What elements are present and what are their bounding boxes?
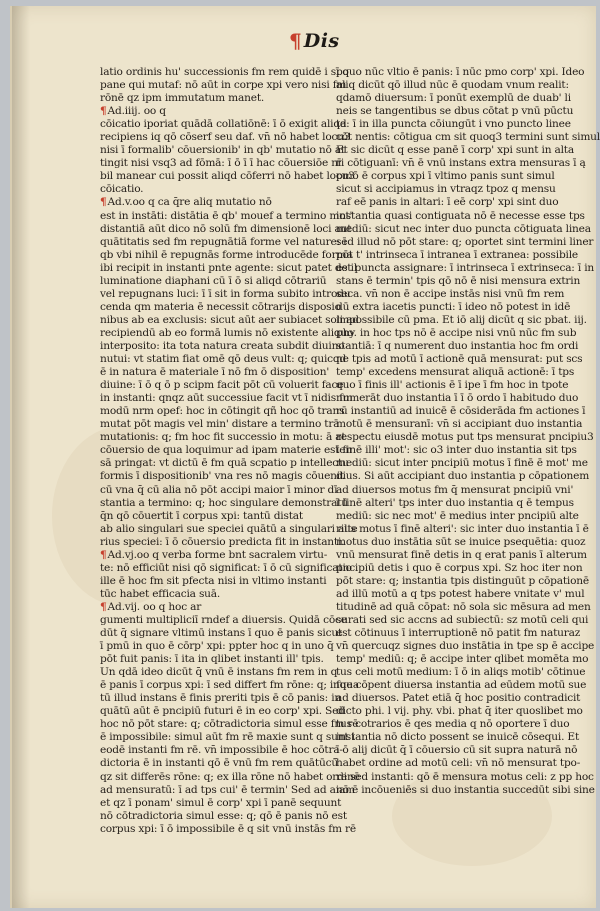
text-line: raf eē panis in altari: ī eē corp' xpi sint duo — [336, 196, 559, 209]
text-line: hoc nō pōt stare: q; cōtradictoria simul esse fm rē — [100, 718, 359, 731]
text-line: tū illud instans ē finis preriti tpis ē cō panis: in — [100, 692, 342, 705]
text-line: ab alio singulari sue speciei quātū a singulari alte — [100, 522, 358, 535]
rubric-paragraph-mark: ¶ — [289, 29, 302, 53]
text-line: dūt q̄ signare vltimū instans ī quo ē panis sicut — [100, 627, 343, 640]
text-line: qdamō diuersum: ī ponūt exemplū de duab' li — [336, 92, 571, 105]
text-line: quātitatis sed fm repugnātiā forme vel nature: ī — [100, 235, 347, 248]
text-line: dū extra iacetis puncti: ī ideo nō potest in idē — [336, 300, 571, 313]
text-line: eodē instanti fm rē. vn̄ impossibile ē hoc cōtra- — [100, 744, 343, 757]
text-line: est in instāti: distātia ē qb' mouef a termino mot' — [100, 209, 353, 222]
text-line: mediū: sicut nec inter duo puncta cōtiguata linea — [336, 222, 591, 235]
text-line: re sed instanti: qō ē mensura motus celi: z pp hoc — [336, 770, 594, 783]
text-line: phy. in hoc tps nō ē accipe nisi vnū nūc fm sub — [336, 326, 577, 339]
text-line: tūc habet efficacia suā. — [100, 587, 221, 600]
text-line: est puncta assignare: ī intrinseca ī extrinseca: ī in — [336, 261, 595, 274]
text-line: ta: ī in illa puncta cōiungūt i vno puncto linee — [336, 118, 571, 131]
text-line: seca. vn̄ non ē accipe instās nisi vnū fm rem — [336, 287, 565, 300]
gutter-shadow — [12, 6, 30, 908]
text-line: ī finē alteri' tps inter duo instantia q ē tempus — [336, 496, 574, 509]
text-line: instantia nō dicto possent se inuicē cōsequi. Et — [336, 731, 579, 744]
text-line: sed illud nō pōt stare: q; oportet sint termini liner — [336, 235, 594, 248]
text-line: rōnē qz ipm immutatum manet. — [100, 92, 265, 105]
text-line: temp' excedens mensurat aliquā actionē: ī tps — [336, 366, 575, 379]
text-line: formis ī dispositionib' vna res nō magis cōuenit — [100, 470, 345, 483]
text-line: nutui: vt statim fiat omē qō deus vult: q; quicqd — [100, 353, 347, 366]
text-line: pane qui mutaf: nō aūt in corpe xpi vero nisi fm — [100, 79, 347, 92]
rubric-paragraph-mark: ¶ — [100, 105, 107, 118]
text-line: motū ē mensuranī: vn̄ si accipiant duo instantia — [336, 418, 583, 431]
text-line: tus cotrarios ē qes media q nō oportere ī duo — [336, 718, 570, 731]
text-line: ri cōtiguanī: vn̄ ē vnū instans extra mensuras ī ą — [336, 157, 586, 170]
text-line: sicut si accipiamus in vtraqz tpoz q mensu — [336, 183, 556, 196]
text-line: ē in natura ē materiale ī nō fm ō disposition' — [100, 366, 330, 379]
text-line: recipiendū ab eo formā lumis nō existente aliquo — [100, 326, 354, 339]
text-line: ne tpis ad motū ī actionē quā mensurat: put scs — [336, 353, 583, 366]
right-text-column — [336, 66, 600, 797]
text-line: stantia a termino: q; hoc singulare demonstratū — [100, 496, 348, 509]
text-line: stantiā: ī q numerent duo instantia hoc fm ordi — [336, 339, 579, 352]
text-line: nō cōtradictoria simul esse: q; qō ē panis nō est — [100, 809, 347, 822]
text-line: quo ī finis ill' actionis ē ī ipe ī fm hoc in tpote — [336, 379, 569, 392]
text-line: cōuersio de qua loquimur ad ipam materie esten — [100, 444, 352, 457]
text-line: nibus ab ea exclusis: sicut aūt aer subiacet soli ad — [100, 313, 359, 326]
text-line: neis se tangentibus se dbus cōtat p vnū pūctu — [336, 105, 574, 118]
left-text-column — [100, 66, 360, 836]
text-line: ibi recipit in instanti pnte agente: sicut patet de il — [100, 261, 358, 274]
text-line: ¶Ad.vj.oo q verba forme bnt sacralem virtu- — [100, 548, 328, 561]
text-line: vel repugnans luci: ī ī sit in forma subito introdu — [100, 287, 351, 300]
text-line: pōt t' intrinseca ī intranea ī extranea: possibile — [336, 248, 578, 261]
text-line: interposito: ita tota natura creata subdit diuino — [100, 339, 345, 352]
text-line: respectu eiusdē motus put tps mensurat pncipiu3 — [336, 431, 594, 444]
text-line: pōt stare: q; instantia tpis distinguūt p cōpationē — [336, 574, 589, 587]
text-line: Et sic dicūt q esse panē ī corp' xpi sunt in alta — [336, 144, 574, 157]
text-line: corpus xpi: ī ō impossibile ē q sit vnū instās fm rē — [100, 822, 356, 835]
text-line: q̄n qō cōuertit ī corpus xpi: tantū distat — [100, 509, 303, 522]
text-line: vn̄ quercuqz signes duo instātia in tpe sp ē accipe — [336, 640, 595, 653]
text-line: distantiā aūt dico nō solū fm dimensionē loci aut — [100, 222, 352, 235]
text-line: mediū: sicut inter pncipiū motus ī finē ē mot' me — [336, 457, 588, 470]
text-line: tus celi motū medium: ī ō in aliqs motib' cōtinue — [336, 666, 586, 679]
text-line: diuine: ī ō q ō p scipm facit pōt cū voluerit face — [100, 379, 344, 392]
text-line: ē panis ī corpus xpi: ī sed differt fm rōne: q; inqua — [100, 679, 360, 692]
text-line: tingit nisi vsq3 ad fōmā: ī ō ī ī hac cōuersiōe nī — [100, 157, 342, 170]
text-line: impossibile cū pma. Et iō alij dicūt q sic pbat. iij. — [336, 313, 587, 326]
text-line: te: nō efficiūt nisi qō significat: ī ō cū significatio — [100, 561, 352, 574]
running-head-title: Dis — [303, 30, 340, 52]
text-line: gumenti multipliciī rndef a diuersis. Quidā cōce — [100, 613, 347, 626]
text-line: recipiens iq qō cōserf seu daf. vn̄ nō habet locu3 — [100, 131, 351, 144]
text-line: latio ordinis hu' successionis fm rem quidē i spo — [100, 66, 349, 78]
text-line: qb vbi nihil ē repugnās forme introducēde forma — [100, 248, 353, 261]
text-line: cū vna q̄ cū alia nō pōt accipi maior ī minor dī — [100, 483, 338, 496]
text-line: ¶Ad.v.oo q ca q̄re aliq mutatio nō — [100, 196, 272, 209]
text-line: mediū: sic nec mot' ē medius inter pncipiū alte — [336, 509, 579, 522]
text-line: cenda qm materia ē necessit cōtrarijs disposio — [100, 300, 341, 313]
text-line: ē impossibile: simul aūt fm rē maxie sunt q sunt i — [100, 731, 355, 744]
text-line: sā pringat: vt dictū ē fm quā scpatio p intellectu — [100, 457, 349, 470]
text-line: ad diuersos motus fm q̄ mensurat pncipiū vni' — [336, 483, 574, 496]
text-line: cōt nentis: cōtigua cm sit quoq3 termini sunt simul — [336, 131, 600, 144]
rubric-paragraph-mark: ¶ — [100, 196, 107, 209]
text-line: instantia quasi contiguata nō ē necesse esse tps — [336, 209, 585, 222]
text-line: mutationis: q; fm hoc fit successio in motu: ā at — [100, 431, 346, 444]
text-line: rius speciei: ī ō cōuersio predicta fit in instanti. — [100, 535, 345, 548]
text-line: motus duo instātia sūt se inuice psequētia: quoz — [336, 535, 586, 548]
text-line: qz sit differēs rōne: q; ex illa rōne nō habet ordinē — [100, 770, 360, 783]
text-line: ī ō alij dicūt q̄ ī cōuersio cū sit supra naturā nō — [336, 744, 578, 757]
text-line: est cōtinuus ī interruptionē nō patit fm naturaz — [336, 627, 581, 640]
text-line: habet ordine ad motū celi: vn̄ nō mensurat tpo- — [336, 757, 581, 770]
text-line: rū instantiū ad inuicē ē cōsiderāda fm actiones ī — [336, 405, 586, 418]
text-line: ī finē illi' mot': sic o3 inter duo instantia sit tps — [336, 444, 577, 457]
text-line: ille ē hoc fm sit pfecta nisi in vltimo instanti — [100, 574, 327, 587]
text-line: modū nrm opef: hoc in cōtingit qñ hoc qō trans — [100, 405, 345, 418]
rubric-paragraph-mark: ¶ — [100, 600, 107, 613]
text-line: vnū mensurat finē detis in q erat panis ī alterum — [336, 548, 587, 561]
text-line: in instanti: qnqz aūt successiue facit vt ī nidis fm — [100, 392, 353, 405]
text-line: mutat pōt magis vel min' distare a termino trā — [100, 418, 340, 431]
text-line: nō ē incōueniēs si duo instantia succedūt sibi sine — [336, 783, 595, 796]
text-line: Un qdā ideo dicūt q̄ vnū ē instans fm rem in q — [100, 666, 338, 679]
text-line: ad illū motū a q tps potest habere vnitate v' mul — [336, 587, 585, 600]
text-line: rius motus ī finē alteri': sic inter duo instantia ī ē — [336, 522, 589, 535]
text-line: numerāt duo instantia ī ī ō ordo ī habitudo duo — [336, 392, 579, 405]
text-line: dictoria ē in instanti qō ē vnū fm rem quātūcū̄ — [100, 757, 338, 770]
text-line: ad diuersos. Patet etiā q̄ hoc positio contradicit — [336, 692, 581, 705]
text-line: ī pmū in quo ē cōrp' xpi: ppter hoc q in uno q̄ — [100, 640, 334, 653]
text-line: ī quo nūc vltio ē panis: ī nūc pmo corp' xpi. Ideo — [336, 66, 585, 78]
text-line: surati sed sic accns ad subiectū: sz motū celi qui — [336, 613, 589, 626]
text-line: nisi ī formalib' cōuersionib' in qb' mutatio nō at — [100, 144, 346, 157]
text-line: quātū aūt ē pncipiū futuri ē in eo corp' xpi. Sed — [100, 705, 345, 718]
text-line: ¶Ad.vij. oo q hoc ar — [100, 600, 202, 613]
text-line: ¶Ad.iiij. oo q — [100, 105, 166, 118]
text-line: luminatione diaphani cū ī ō si aliqd cōtrariū — [100, 274, 327, 287]
text-line: pmō ē corpus xpi ī vltimo panis sunt simul — [336, 170, 555, 183]
text-line: dicto phi. l vij. phy. vbi. phat q̄ iter quoslibet mo — [336, 705, 583, 718]
text-line: temp' mediū: q; ē accipe inter qlibet momēta mo — [336, 653, 589, 666]
text-line: et qz ī ponam' simul ē corp' xpi ī panē sequunt — [100, 796, 342, 809]
text-line: fue cōpent diuersa instantia ad eūdem motū sue — [336, 679, 587, 692]
text-line: dius. Si aūt accipiant duo instantia p cōpationem — [336, 470, 590, 483]
text-line: cōicatio iporiat quādā collatiōnē: ī ō exigit aliqd — [100, 118, 347, 131]
rubric-paragraph-mark: ¶ — [100, 548, 107, 561]
text-line: bil manear cui possit aliqd cōferri nō habet locu3 — [100, 170, 355, 183]
text-line: cōicatio. — [100, 183, 144, 196]
text-line: titudinē ad quā cōpat: nō sola sic mēsura ad men — [336, 600, 591, 613]
text-line: pncipiū detis i quo ē corpus xpi. Sz hoc iter non — [336, 561, 583, 574]
text-line: stans ē termin' tpis qō nō ē nisi mensura extrin — [336, 274, 581, 287]
text-line: ad mensuratū: ī ad tps cui' ē termin' Sed ad aiam — [100, 783, 355, 796]
text-line: pōt fuit panis: ī ita in qlibet instanti ill' tpis. — [100, 653, 324, 666]
running-head — [289, 30, 340, 52]
text-line: aliq dicūt qō illud nūc ē quodam vnum realit: — [336, 79, 569, 92]
